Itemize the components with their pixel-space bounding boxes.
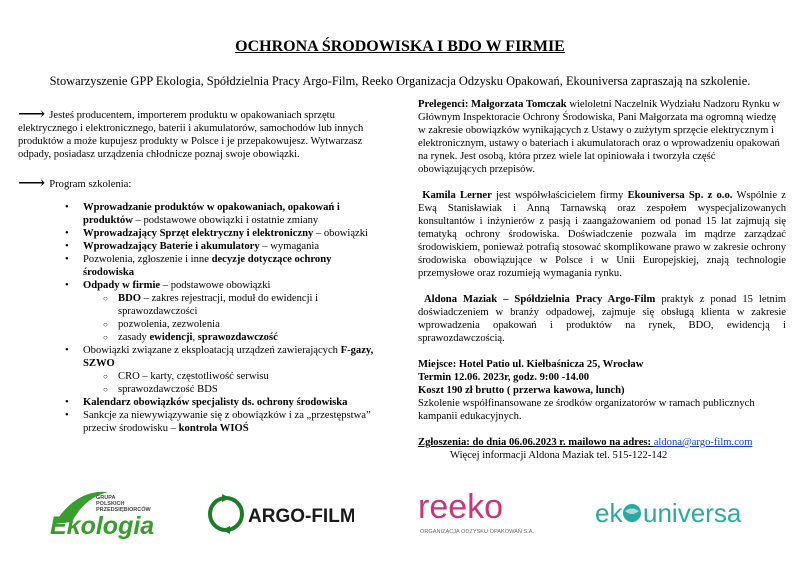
list-item: • Odpady w firmie – podstawowe obowiązki ○ BDO – zakres rejestracji, moduł do ewidencji i sprawozdawczości ○ pozwolenia, zezwolenia ○ zasady ewidencji, sprawozdawczość [18, 279, 380, 344]
ekologia-logo [46, 484, 176, 544]
producer-text: Jesteś producentem, importerem produktu w opakowaniach sprzętu elektrycznego i elektronicznego, baterii i akumulatorów, samochodów lub innych produktów a może kupujesz produkty w Polsce i je przepakowujesz. Wytwarzasz odpady, posiadasz urządzenia chłodnicze poznaj swoje obowiązki. [18, 110, 364, 160]
ekouniversa-wordmark-a: ek [595, 498, 623, 528]
contact-info: Więcej informacji Aldona Maziak tel. 515-122-142 [450, 450, 668, 461]
event-details [418, 358, 786, 423]
reeko-logo-graphic [418, 484, 578, 544]
left-column [18, 104, 380, 435]
sub-list-item: ○ BDO – zakres rejestracji, moduł do ewidencji i sprawozdawczości [83, 292, 380, 318]
reeko-subtitle: ORGANIZACJA ODZYSKU OPAKOWAŃ S.A. [420, 529, 535, 535]
right-arrow-icon: ⟶ [18, 104, 46, 125]
intro-paragraph [18, 104, 380, 161]
event-place: Miejsce: Hotel Patio ul. Kiełbaśnicza 25, Wrocław [418, 359, 644, 370]
program-list [18, 201, 380, 435]
fgas-sublist [83, 370, 380, 396]
cofinance-note: Szkolenie współfinansowane ze środków organizatorów w ramach publicznych kampanii edukacyjnych. [418, 398, 755, 422]
ekologia-small-text: GRUPA POLSKICH PRZEDSIĘBIORCÓW [96, 495, 151, 513]
sub-list-item: ○ pozwolenia, zezwolenia [83, 318, 380, 331]
list-item: • Wprowadzający Sprzęt elektryczny i elektroniczny – obowiązki [18, 227, 380, 240]
list-item: • Wprowadzanie produktów w opakowaniach, opakowań i produktów – podstawowe obowiązki i ostatnie zmiany [18, 201, 380, 227]
reeko-logo [418, 484, 578, 544]
list-item: • Obowiązki związane z eksploatacją urządzeń zawierających F-gazy, SZWO ○ CRO – karty, częstotliwość serwisu ○ sprawozdawczość BDS [18, 344, 380, 396]
argo-film-wordmark: ARGO-FILM [248, 506, 354, 527]
program-heading: ⟶ Program szkolenia: [18, 173, 132, 194]
argo-film-logo [204, 484, 354, 544]
list-item: • Sankcje za niewywiązywanie się z obowiązków i za „przestępstwa” przeciw środowisku – kontrola WIOŚ [18, 409, 380, 435]
reeko-wordmark: reeko [418, 488, 504, 526]
right-arrow-icon: ⟶ [18, 173, 46, 194]
sub-list-item: ○ zasady ewidencji, sprawozdawczość [83, 331, 380, 344]
list-item: • Pozwolenia, zgłoszenie i inne decyzje dotyczące ochrony środowiska [18, 253, 380, 279]
event-date: Termin 12.06. 2023r, godz. 9:00 -14.00 [418, 372, 590, 383]
ekologia-wordmark: Ekologia [50, 512, 155, 540]
email-link[interactable]: aldona@argo-film.com [653, 437, 753, 448]
list-item: • Kalendarz obowiązków specjalisty ds. ochrony środowiska [18, 396, 380, 409]
sub-list-item: ○ sprawozdawczość BDS [83, 383, 380, 396]
ekouniversa-wordmark-b: universa [643, 498, 742, 528]
ekouniversa-logo-graphic [595, 484, 775, 544]
event-cost: Koszt 190 zł brutto ( przerwa kawowa, lunch) [418, 385, 625, 396]
speaker-maziak: Aldona Maziak – Spółdzielnia Pracy Argo-Film praktyk z ponad 15 letnim doświadczeniem w branży odpadowej, zajmuje się obsługą klienta w zakresie wprowadzenia opakowań i produktów na rynek, BDO, ewidencją i sprawozdawczością. [418, 294, 786, 344]
page-title: OCHRONA ŚRODOWISKA I BDO W FIRMIE [235, 38, 565, 55]
sub-list-item: ○ CRO – karty, częstotliwość serwisu [83, 370, 380, 383]
intro-text: Stowarzyszenie GPP Ekologia, Spółdzielnia Pracy Argo-Film, Reeko Organizacja Odzysku Opakowań, Ekouniversa zapraszają na szkolenie. [49, 74, 751, 88]
ekouniversa-logo [595, 484, 775, 544]
list-item: • Wprowadzający Baterie i akumulatory – wymagania [18, 240, 380, 253]
signup-info: Zgłoszenia: do dnia 06.06.2023 r. mailowo na adres: aldona@argo-film.com Więcej informacji Aldona Maziak tel. 515-122-142 [418, 437, 753, 461]
waste-sublist [83, 292, 380, 344]
speaker-tomczak: Prelegenci: Małgorzata Tomczak wieloletni Naczelnik Wydziału Nadzoru Rynku w Głównym Inspektoracie Ochrony Środowiska, Pani Małgorzata ma ogromną wiedzę w zakresie obowiązków wynikających z Ustawy o zużytym sprzęcie elektrycznym i elektronicznym, ustawy o bateriach i akumulatorach oraz o wprowadzeniu opakowań na rynek. Jest osobą, która przez wiele lat opiniowała i tworzyła część obowiązujących przepisów. [418, 99, 781, 175]
argo-film-logo-graphic [204, 484, 354, 544]
speaker-lerner: Kamila Lerner jest współwłaścicielem firmy Ekouniversa Sp. z o.o. Wspólnie z Ewą Stanisławiak i Anną Tarnawską oraz zespołem wyspecjalizowanych konsultantów i inżynierów z pasją i zaangażowaniem od ponad 15 lat zajmują się tematyką ochrony środowiska. Doświadczenie pozwala im mądrze zarządzać środowiskiem, ponieważ potrafią stosować skomplikowane prawo w zakresie ochrony środowiska obowiązujące w Polsce i w Unii Europejskiej, znają technologie przemysłowe oraz rozumieją wymagania rynku. [418, 190, 786, 279]
right-column [418, 98, 786, 462]
ekologia-logo-graphic [46, 484, 176, 544]
